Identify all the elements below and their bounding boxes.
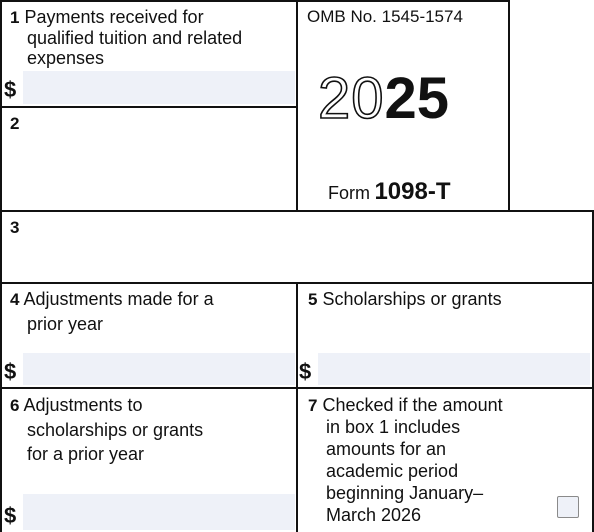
- divider-box1-box2: [0, 106, 297, 108]
- top-border: [0, 0, 510, 2]
- box6-label-line3: for a prior year: [27, 444, 145, 464]
- box7-label-line6: March 2026: [326, 505, 422, 525]
- box1-number: 1: [10, 8, 20, 27]
- box7-label-line4: academic period: [326, 461, 459, 481]
- form-name: [328, 178, 451, 209]
- box4-dollar-sign: $: [4, 359, 17, 384]
- box6-label-line2: scholarships or grants: [27, 420, 204, 440]
- box7-label-line5: beginning January–: [326, 483, 484, 503]
- box6-amount-field[interactable]: [23, 494, 295, 530]
- form-word: Form: [328, 183, 370, 203]
- divider-box4-box6: [0, 387, 594, 389]
- box5-label: [308, 288, 502, 311]
- box1-label-line2: qualified tuition and related: [27, 28, 243, 48]
- box2-number: 2: [10, 114, 20, 133]
- box7-label-line3: amounts for an: [326, 439, 447, 459]
- box5-amount-field[interactable]: [318, 353, 590, 385]
- box4-label: [10, 288, 214, 311]
- box6-label-line1: Adjustments to: [23, 395, 143, 415]
- box6-dollar-sign: $: [4, 503, 17, 528]
- box7-label-line2: in box 1 includes: [326, 417, 461, 437]
- box6-number: 6: [10, 396, 20, 415]
- box6-label: [10, 394, 143, 417]
- box4-amount-field[interactable]: [23, 353, 295, 385]
- omb-number: OMB No. 1545-1574: [307, 7, 463, 26]
- box7-checkbox[interactable]: [557, 496, 579, 518]
- box1-dollar-sign: $: [4, 77, 17, 102]
- box3-number: 3: [10, 218, 20, 237]
- box1-label-line1: Payments received for: [24, 7, 204, 27]
- tax-year-bold-digits: 25: [384, 66, 450, 131]
- box5-dollar-sign: $: [299, 359, 312, 384]
- box4-label-line2: prior year: [27, 314, 104, 334]
- tax-year-outline-digits: 20: [318, 66, 385, 131]
- box1-amount-field[interactable]: [23, 71, 295, 104]
- box4-label-line1: Adjustments made for a: [23, 289, 214, 309]
- box5-number: 5: [308, 290, 318, 309]
- box4-number: 4: [10, 290, 20, 309]
- box2-label: [10, 112, 19, 135]
- box3-label: [10, 216, 19, 239]
- box5-label-line1: Scholarships or grants: [322, 289, 502, 309]
- box1-label-line3: expenses: [27, 48, 105, 68]
- divider-box3-top: [0, 210, 594, 212]
- box1-label: [10, 6, 204, 29]
- left-border: [0, 0, 2, 532]
- box7-label: [308, 394, 503, 417]
- box7-number: 7: [308, 396, 318, 415]
- box7-label-line1: Checked if the amount: [322, 395, 503, 415]
- divider-middle-lower: [296, 282, 298, 532]
- form-number: 1098-T: [374, 178, 451, 205]
- divider-omb-right: [508, 0, 510, 212]
- tax-year: [318, 67, 449, 146]
